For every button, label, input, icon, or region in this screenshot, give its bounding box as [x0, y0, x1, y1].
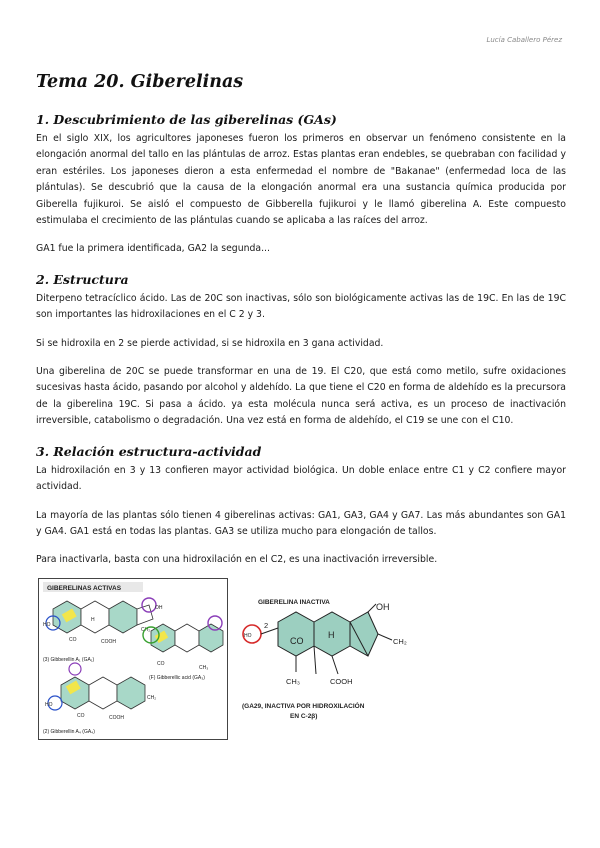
ga1-label: (3) Gibberellin A₁ (GA₁) — [43, 657, 95, 663]
h-label: H — [328, 630, 335, 640]
active-gibberellins-figure — [38, 578, 228, 740]
ga4-label: (2) Gibberellin A₄ (GA₄) — [43, 729, 95, 735]
ga4-structure — [43, 663, 156, 735]
carboxyl-bond — [332, 656, 338, 674]
ch2-label: CH₂ — [141, 627, 151, 633]
ho-label: HO — [45, 702, 53, 708]
h-label: H — [91, 617, 95, 623]
ch2-label: CH₂ — [147, 695, 157, 701]
purple-circle — [69, 663, 81, 675]
ch3-label: CH₃ — [199, 665, 209, 671]
ring-a — [278, 612, 314, 656]
page-title: Tema 20. Giberelinas — [36, 72, 244, 92]
paragraph: Diterpeno tetracíclico ácido. Las de 20C son inactivas, sólo son biológicamente activas las de 19C. En las de 19C son importantes las hidroxilaciones en el C 2 y 3. — [36, 292, 566, 321]
paragraph: En el siglo XIX, los agricultores japoneses fueron los primeros en observar un fenómeno consistente en la elongación anormal del tallo en las plántulas de arroz. Estas plantas eran endebles, se quebraban con facilidad y eran estériles. Los japoneses dieron a esta enfermedad el nombre de "Bakanae" (enfermedad loca de las plántulas). Se descubrió que la causa de la elongación anormal era una sustancia química producida por Giberella fujikuroi. Se aisló el compuesto de Gibberella fujikuroi y le llamó giberelina A. Este compuesto estimulaba el crecimiento de las plántulas cuando se aplicaba a las raíces del arroz. — [36, 133, 566, 227]
inactive-gibberellin-figure — [238, 594, 408, 724]
co-label: CO — [69, 637, 77, 643]
paragraph: Para inactivarla, basta con una hidroxilación en el C2, es una inactivación irreversible. — [36, 554, 438, 566]
ring-b — [175, 624, 199, 652]
hydroxyl-bond — [368, 604, 376, 612]
co-label: CO — [77, 713, 85, 719]
co-label: CO — [157, 661, 165, 667]
ch3-label: CH₃ — [286, 677, 300, 686]
paragraph: GA1 fue la primera identificada, GA2 la segunda... — [36, 243, 270, 255]
caption-line-1: (GA29, INACTIVA POR HIDROXILACIÓN — [242, 703, 365, 710]
ho-label: HO — [244, 633, 252, 639]
section-3 — [36, 444, 566, 569]
paragraph: Una giberelina de 20C se puede transformar en una de 19. El C20, que está como metilo, sufre oxidaciones sucesivas hasta ácido, pasando por alcohol y aldehído. La que tiene el C20 en forma de aldehído es la precursora de la giberelina 19C. Si pasa a ácido. ya esta molécula nunca será activa, es un proceso de inactivación irreversible, catabolismo o degradación. Una vez está en forma de aldehído, el C19 se une con el C10. — [36, 366, 566, 427]
section-heading: 2. Estructura — [36, 271, 129, 287]
ring-d — [137, 605, 153, 625]
caption-line-2: EN C-2β) — [290, 713, 318, 720]
oh-label: OH — [155, 605, 163, 611]
carbon-2-label: 2 — [264, 621, 269, 630]
inactive-gibberellin-diagram — [238, 594, 408, 724]
ga3-structure — [143, 616, 223, 681]
lactone-bond — [314, 646, 316, 674]
ho-label: HO — [43, 622, 51, 628]
ch2-label: CH₂ — [393, 637, 407, 646]
ga3-label: (F) Gibberellic acid (GA₃) — [149, 675, 205, 681]
paragraph: La mayoría de las plantas sólo tienen 4 giberelinas activas: GA1, GA3, GA4 y GA7. Las más abundantes son GA1 y GA4. GA1 está en todas las plantas. GA3 se utiliza mucho para elongación de tallos. — [36, 509, 566, 537]
active-gibberellins-diagram — [39, 579, 227, 739]
section-2 — [36, 272, 566, 430]
co-label: CO — [290, 636, 304, 646]
author-name: Lucía Caballero Pérez — [486, 36, 562, 44]
section-heading: 3. Relación estructura-actividad — [36, 443, 262, 459]
oh-label: OH — [376, 602, 390, 612]
section-1 — [36, 112, 566, 258]
ring-c — [109, 601, 137, 633]
ring-b — [89, 677, 117, 709]
document-body — [36, 112, 566, 581]
ring-b — [81, 601, 109, 633]
methylene-bond — [378, 634, 392, 640]
ring-c — [117, 677, 145, 709]
cooh-label: COOH — [109, 715, 124, 721]
paragraph: Si se hidroxila en 2 se pierde actividad, si se hidroxila en 3 gana actividad. — [36, 337, 384, 349]
cooh-label: COOH — [330, 677, 353, 686]
figure-title: GIBERELINA INACTIVA — [258, 599, 330, 606]
figure-title: GIBERELINAS ACTIVAS — [47, 585, 122, 592]
cooh-label: COOH — [101, 639, 116, 645]
section-heading: 1. Descubrimiento de las giberelinas (GAs) — [36, 112, 337, 127]
paragraph: La hidroxilación en 3 y 13 confieren mayor actividad biológica. Un doble enlace entre C1 y C2 confiere mayor actividad. — [36, 464, 566, 493]
